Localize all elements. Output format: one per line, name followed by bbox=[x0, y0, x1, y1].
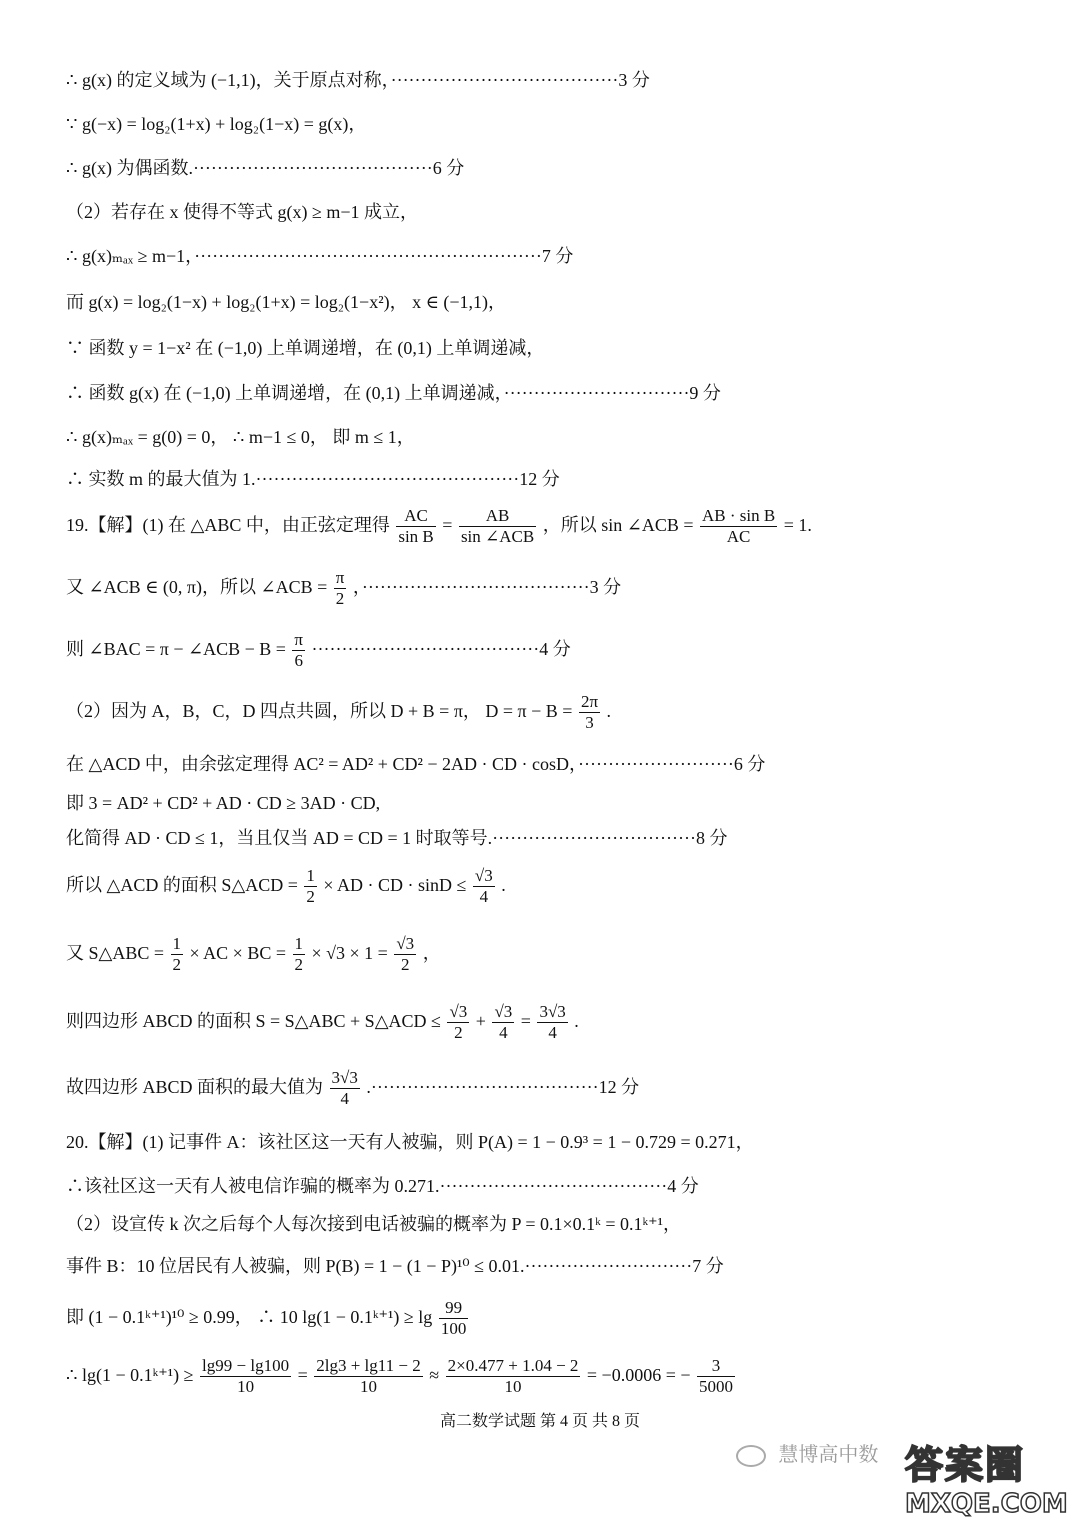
denominator: 100 bbox=[440, 1319, 467, 1339]
fraction bbox=[394, 934, 416, 976]
denominator: 6 bbox=[294, 651, 303, 671]
fraction bbox=[579, 692, 600, 734]
fraction bbox=[459, 506, 536, 548]
denominator: 2 bbox=[401, 955, 410, 975]
text: × AD · CD · sinD ≤ bbox=[323, 875, 467, 896]
text: = bbox=[297, 1365, 308, 1386]
text: ， bbox=[422, 943, 441, 964]
text-line: 在 △ACD 中，由余弦定理得 AC² = AD² + CD² − 2AD · CD · cosD，··························6 分 bbox=[66, 754, 766, 774]
q19-line-10 bbox=[66, 1002, 1040, 1044]
text: ，所以 sin ∠ACB = bbox=[542, 515, 694, 536]
fraction bbox=[292, 630, 305, 672]
denominator: AC bbox=[726, 527, 751, 547]
text: = bbox=[520, 1011, 531, 1032]
fraction bbox=[330, 1068, 360, 1110]
text-line: ∴ g(x) 为偶函数.········································6 分 bbox=[66, 158, 465, 178]
logo-top-text: 答案圈 bbox=[905, 1443, 1026, 1487]
text: 又 S△ABC = bbox=[66, 943, 165, 964]
site-logo bbox=[905, 1434, 1075, 1524]
numerator: 1 bbox=[304, 866, 317, 887]
text: × AC × BC = bbox=[189, 943, 286, 964]
denominator: 4 bbox=[548, 1023, 557, 1043]
text: 又 ∠ACB ∈ (0, π)，所以 ∠ACB = bbox=[66, 577, 328, 598]
text: .······································12 分 bbox=[366, 1077, 640, 1098]
fraction bbox=[447, 1002, 469, 1044]
text-line: ∴ g(x)ₘₐₓ ≥ m−1，··························································7 分 bbox=[66, 246, 574, 266]
q19-line-8 bbox=[66, 866, 1040, 908]
text: 则 ∠BAC = π − ∠ACB − B = bbox=[66, 639, 286, 660]
numerator: 3√3 bbox=[330, 1068, 360, 1089]
denominator: 4 bbox=[340, 1089, 349, 1109]
numerator: π bbox=[334, 568, 347, 589]
fraction bbox=[446, 1356, 581, 1398]
text: ≈ bbox=[429, 1365, 440, 1386]
text-line: 化简得 AD · CD ≤ 1，当且仅当 AD = CD = 1 时取等号.··································8 分 bbox=[66, 828, 728, 848]
text-line: 20.【解】(1) 记事件 A：该社区这一天有人被骗，则 P(A) = 1 − 0.9³ = 1 − 0.729 = 0.271， bbox=[66, 1132, 754, 1152]
denominator: 4 bbox=[499, 1023, 508, 1043]
fraction bbox=[697, 1356, 735, 1398]
q19-line-4 bbox=[66, 692, 1040, 734]
denominator: 10 bbox=[360, 1377, 377, 1397]
text: ，······································3 分 bbox=[352, 577, 622, 598]
text: 即 (1 − 0.1ᵏ⁺¹)¹⁰ ≥ 0.99， ∴ 10 lg(1 − 0.1ᵏ⁺¹) ≥ lg bbox=[66, 1307, 433, 1328]
text: = bbox=[442, 515, 453, 536]
fraction bbox=[171, 934, 184, 976]
fraction bbox=[293, 934, 306, 976]
numerator: AB · sin B bbox=[700, 506, 777, 527]
text: 故四边形 ABCD 面积的最大值为 bbox=[66, 1077, 324, 1098]
text-line: ∴该社区这一天有人被电信诈骗的概率为 0.271.······································4 分 bbox=[66, 1176, 699, 1196]
numerator: AB bbox=[459, 506, 536, 527]
denominator: 4 bbox=[479, 887, 489, 907]
fraction bbox=[314, 1356, 423, 1398]
text: + bbox=[475, 1011, 486, 1032]
text: = 1. bbox=[783, 515, 812, 536]
numerator: 99 bbox=[439, 1298, 469, 1319]
q19-line-3 bbox=[66, 630, 1040, 672]
text-line: （2）设宣传 k 次之后每个人每次接到电话被骗的概率为 P = 0.1×0.1ᵏ = 0.1ᵏ⁺¹， bbox=[66, 1214, 682, 1234]
text: 则四边形 ABCD 的面积 S = S△ABC + S△ACD ≤ bbox=[66, 1011, 441, 1032]
denominator: 10 bbox=[504, 1377, 522, 1397]
numerator: lg99 − lg100 bbox=[200, 1356, 291, 1377]
text-line: 而 g(x) = log₂(1−x) + log₂(1+x) = log₂(1−x²)， x ∈ (−1,1)， bbox=[66, 292, 507, 312]
text-line: （2）若存在 x 使得不等式 g(x) ≥ m−1 成立， bbox=[66, 202, 419, 222]
numerator: π bbox=[292, 630, 305, 651]
fraction bbox=[334, 568, 347, 610]
numerator: AC bbox=[396, 506, 435, 527]
text: ∴ lg(1 − 0.1ᵏ⁺¹) ≥ bbox=[66, 1365, 194, 1386]
fraction bbox=[439, 1298, 469, 1340]
text-line: ∴ 实数 m 的最大值为 1.············································12 分 bbox=[66, 469, 560, 489]
text: 19.【解】(1) 在 △ABC 中，由正弦定理得 bbox=[66, 515, 390, 536]
watermark bbox=[736, 1438, 878, 1467]
denominator: 2 bbox=[294, 955, 303, 975]
q19-line-2 bbox=[66, 568, 1040, 610]
text-line: ∴ g(x) 的定义域为 (−1,1)，关于原点对称，······································3 分 bbox=[66, 70, 650, 90]
denominator: 5000 bbox=[699, 1377, 734, 1397]
denominator: 10 bbox=[237, 1377, 255, 1397]
q20-line-6 bbox=[66, 1356, 1040, 1398]
numerator: 1 bbox=[171, 934, 184, 955]
numerator: 1 bbox=[293, 934, 306, 955]
numerator: √3 bbox=[394, 934, 416, 955]
text-line: 事件 B：10 位居民有人被骗，则 P(B) = 1 − (1 − P)¹⁰ ≤ 0.01.····························7 分 bbox=[66, 1256, 724, 1276]
text: . bbox=[501, 875, 506, 896]
fraction bbox=[492, 1002, 514, 1044]
text-line: ∵ 函数 y = 1−x² 在 (−1,0) 上单调递增，在 (0,1) 上单调递减， bbox=[66, 338, 545, 358]
fraction bbox=[473, 866, 495, 908]
numerator: √3 bbox=[492, 1002, 514, 1023]
text: × √3 × 1 = bbox=[311, 943, 388, 964]
text-line: ∴ g(x)ₘₐₓ = g(0) = 0， ∴ m−1 ≤ 0， 即 m ≤ 1， bbox=[66, 427, 415, 447]
text: 所以 △ACD 的面积 S△ACD = bbox=[66, 875, 298, 896]
page-footer: 高二数学试题 第 4 页 共 8 页 bbox=[439, 1413, 640, 1430]
text: . bbox=[574, 1011, 579, 1032]
text: . bbox=[606, 701, 612, 722]
denominator: 3 bbox=[585, 713, 594, 733]
denominator: sin B bbox=[398, 527, 434, 547]
fraction bbox=[700, 506, 777, 548]
q19-line-1 bbox=[66, 506, 1040, 548]
text: = −0.0006 = − bbox=[586, 1365, 691, 1386]
numerator: 3 bbox=[697, 1356, 735, 1377]
text-line: ∵ g(−x) = log₂(1+x) + log₂(1−x) = g(x)， bbox=[66, 114, 367, 134]
watermark-text: 慧博高中数 bbox=[778, 1442, 879, 1466]
fraction bbox=[537, 1002, 567, 1044]
text: ······································4 分 bbox=[311, 639, 571, 660]
fraction bbox=[304, 866, 317, 908]
numerator: 2×0.477 + 1.04 − 2 bbox=[446, 1356, 581, 1377]
q19-line-9 bbox=[66, 934, 1040, 976]
denominator: 2 bbox=[172, 955, 182, 975]
numerator: 3√3 bbox=[537, 1002, 567, 1023]
q20-line-5 bbox=[66, 1298, 1040, 1340]
fraction bbox=[396, 506, 435, 548]
numerator: 2lg3 + lg11 − 2 bbox=[314, 1356, 423, 1377]
wechat-icon bbox=[736, 1445, 766, 1467]
numerator: √3 bbox=[447, 1002, 469, 1023]
text-line: ∴ 函数 g(x) 在 (−1,0) 上单调递增，在 (0,1) 上单调递减，·······························9 分 bbox=[66, 383, 721, 403]
fraction bbox=[200, 1356, 291, 1398]
denominator: 2 bbox=[306, 887, 315, 907]
logo-bottom-text: MXQE.COM bbox=[905, 1489, 1068, 1519]
numerator: √3 bbox=[473, 866, 495, 887]
numerator: 2π bbox=[579, 692, 600, 713]
denominator: 2 bbox=[335, 589, 345, 609]
text: （2）因为 A，B，C，D 四点共圆，所以 D + B = π， D = π − B = bbox=[66, 701, 573, 722]
denominator: sin ∠ACB bbox=[460, 527, 535, 547]
q19-line-11 bbox=[66, 1068, 1040, 1110]
denominator: 2 bbox=[454, 1023, 463, 1043]
text-line: 即 3 = AD² + CD² + AD · CD ≥ 3AD · CD, bbox=[66, 793, 381, 813]
